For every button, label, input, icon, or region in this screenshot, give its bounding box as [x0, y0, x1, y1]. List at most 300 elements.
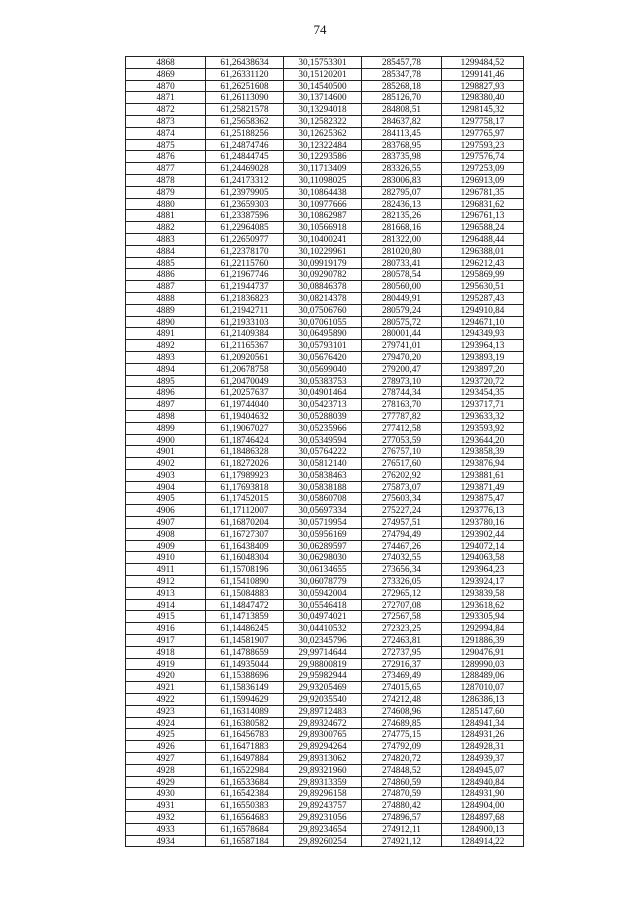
- table-row: [126, 340, 524, 352]
- point-number-cell: 4918: [126, 646, 206, 658]
- point-number-cell: 4931: [126, 800, 206, 812]
- table-row: [126, 493, 524, 505]
- y-coordinate-cell: 1284897,68: [442, 812, 524, 824]
- latitude-cell: 61,14713859: [206, 611, 284, 623]
- latitude-cell: 61,18272026: [206, 458, 284, 470]
- y-coordinate-cell: 1293893,19: [442, 351, 524, 363]
- longitude-cell: 30,10864438: [284, 186, 362, 198]
- longitude-cell: 29,98800819: [284, 658, 362, 670]
- point-number-cell: 4908: [126, 528, 206, 540]
- longitude-cell: 30,05764222: [284, 446, 362, 458]
- latitude-cell: 61,15388696: [206, 670, 284, 682]
- latitude-cell: 61,22115760: [206, 257, 284, 269]
- longitude-cell: 30,05838188: [284, 481, 362, 493]
- table-row: [126, 446, 524, 458]
- latitude-cell: 61,25821578: [206, 104, 284, 116]
- latitude-cell: 61,14581907: [206, 635, 284, 647]
- y-coordinate-cell: 1284941,34: [442, 717, 524, 729]
- y-coordinate-cell: 1293839,58: [442, 587, 524, 599]
- y-coordinate-cell: 1284904,00: [442, 800, 524, 812]
- latitude-cell: 61,16497884: [206, 753, 284, 765]
- longitude-cell: 30,09290782: [284, 269, 362, 281]
- y-coordinate-cell: 1296212,43: [442, 257, 524, 269]
- latitude-cell: 61,16870204: [206, 517, 284, 529]
- latitude-cell: 61,23387596: [206, 210, 284, 222]
- x-coordinate-cell: 274912,11: [362, 823, 442, 835]
- y-coordinate-cell: 1299484,52: [442, 57, 524, 69]
- latitude-cell: 61,15084883: [206, 587, 284, 599]
- longitude-cell: 30,04901464: [284, 387, 362, 399]
- y-coordinate-cell: 1293858,39: [442, 446, 524, 458]
- latitude-cell: 61,16522984: [206, 764, 284, 776]
- table-row: [126, 163, 524, 175]
- point-number-cell: 4910: [126, 552, 206, 564]
- y-coordinate-cell: 1296488,44: [442, 233, 524, 245]
- x-coordinate-cell: 283326,55: [362, 163, 442, 175]
- latitude-cell: 61,22964085: [206, 222, 284, 234]
- y-coordinate-cell: 1290476,91: [442, 646, 524, 658]
- longitude-cell: 29,89313062: [284, 753, 362, 765]
- point-number-cell: 4928: [126, 764, 206, 776]
- table-row: [126, 151, 524, 163]
- longitude-cell: 30,07506760: [284, 304, 362, 316]
- x-coordinate-cell: 281020,80: [362, 245, 442, 257]
- point-number-cell: 4894: [126, 363, 206, 375]
- y-coordinate-cell: 1284928,31: [442, 741, 524, 753]
- x-coordinate-cell: 279470,20: [362, 351, 442, 363]
- y-coordinate-cell: 1296388,01: [442, 245, 524, 257]
- y-coordinate-cell: 1294072,14: [442, 540, 524, 552]
- longitude-cell: 29,89243757: [284, 800, 362, 812]
- y-coordinate-cell: 1293924,17: [442, 576, 524, 588]
- point-number-cell: 4911: [126, 564, 206, 576]
- x-coordinate-cell: 272965,12: [362, 587, 442, 599]
- longitude-cell: 30,10566918: [284, 222, 362, 234]
- longitude-cell: 29,89300765: [284, 729, 362, 741]
- y-coordinate-cell: 1289990,03: [442, 658, 524, 670]
- x-coordinate-cell: 274608,96: [362, 705, 442, 717]
- latitude-cell: 61,18486328: [206, 446, 284, 458]
- latitude-cell: 61,15836149: [206, 682, 284, 694]
- table-row: [126, 741, 524, 753]
- table-row: [126, 434, 524, 446]
- point-number-cell: 4904: [126, 481, 206, 493]
- x-coordinate-cell: 276517,60: [362, 458, 442, 470]
- latitude-cell: 61,21967746: [206, 269, 284, 281]
- table-row: [126, 729, 524, 741]
- latitude-cell: 61,20470049: [206, 375, 284, 387]
- y-coordinate-cell: 1284931,90: [442, 788, 524, 800]
- point-number-cell: 4881: [126, 210, 206, 222]
- y-coordinate-cell: 1293618,62: [442, 599, 524, 611]
- latitude-cell: 61,24173312: [206, 174, 284, 186]
- table-row: [126, 410, 524, 422]
- point-number-cell: 4933: [126, 823, 206, 835]
- longitude-cell: 29,89260254: [284, 835, 362, 847]
- y-coordinate-cell: 1284940,84: [442, 776, 524, 788]
- point-number-cell: 4888: [126, 292, 206, 304]
- y-coordinate-cell: 1296781,35: [442, 186, 524, 198]
- x-coordinate-cell: 274015,65: [362, 682, 442, 694]
- y-coordinate-cell: 1286386,13: [442, 694, 524, 706]
- longitude-cell: 29,92035540: [284, 694, 362, 706]
- latitude-cell: 61,19404632: [206, 410, 284, 422]
- longitude-cell: 30,02345796: [284, 635, 362, 647]
- longitude-cell: 30,05942004: [284, 587, 362, 599]
- point-number-cell: 4879: [126, 186, 206, 198]
- table-row: [126, 257, 524, 269]
- table-row: [126, 788, 524, 800]
- point-number-cell: 4884: [126, 245, 206, 257]
- latitude-cell: 61,18746424: [206, 434, 284, 446]
- x-coordinate-cell: 274896,57: [362, 812, 442, 824]
- x-coordinate-cell: 278744,34: [362, 387, 442, 399]
- point-number-cell: 4923: [126, 705, 206, 717]
- x-coordinate-cell: 282436,13: [362, 198, 442, 210]
- point-number-cell: 4901: [126, 446, 206, 458]
- latitude-cell: 61,20257637: [206, 387, 284, 399]
- longitude-cell: 30,07061055: [284, 316, 362, 328]
- latitude-cell: 61,16587184: [206, 835, 284, 847]
- table-row: [126, 222, 524, 234]
- table-row: [126, 705, 524, 717]
- latitude-cell: 61,20678758: [206, 363, 284, 375]
- table-row: [126, 823, 524, 835]
- point-number-cell: 4932: [126, 812, 206, 824]
- latitude-cell: 61,16542384: [206, 788, 284, 800]
- longitude-cell: 30,15753301: [284, 57, 362, 69]
- table-row: [126, 505, 524, 517]
- longitude-cell: 30,08214378: [284, 292, 362, 304]
- longitude-cell: 30,05288039: [284, 410, 362, 422]
- y-coordinate-cell: 1293644,20: [442, 434, 524, 446]
- x-coordinate-cell: 274880,42: [362, 800, 442, 812]
- longitude-cell: 30,05235966: [284, 422, 362, 434]
- y-coordinate-cell: 1284945,07: [442, 764, 524, 776]
- point-number-cell: 4887: [126, 281, 206, 293]
- longitude-cell: 30,05423713: [284, 399, 362, 411]
- x-coordinate-cell: 274860,59: [362, 776, 442, 788]
- longitude-cell: 30,13294018: [284, 104, 362, 116]
- point-number-cell: 4919: [126, 658, 206, 670]
- x-coordinate-cell: 274870,59: [362, 788, 442, 800]
- table-row: [126, 210, 524, 222]
- point-number-cell: 4873: [126, 115, 206, 127]
- x-coordinate-cell: 277053,59: [362, 434, 442, 446]
- latitude-cell: 61,16048304: [206, 552, 284, 564]
- latitude-cell: 61,16314089: [206, 705, 284, 717]
- y-coordinate-cell: 1293305,94: [442, 611, 524, 623]
- y-coordinate-cell: 1298380,40: [442, 92, 524, 104]
- table-row: [126, 564, 524, 576]
- x-coordinate-cell: 275227,24: [362, 505, 442, 517]
- table-row: [126, 363, 524, 375]
- table-row: [126, 764, 524, 776]
- point-number-cell: 4891: [126, 328, 206, 340]
- x-coordinate-cell: 282135,26: [362, 210, 442, 222]
- y-coordinate-cell: 1285147,60: [442, 705, 524, 717]
- latitude-cell: 61,17452015: [206, 493, 284, 505]
- longitude-cell: 30,04410532: [284, 623, 362, 635]
- longitude-cell: 30,06134655: [284, 564, 362, 576]
- point-number-cell: 4875: [126, 139, 206, 151]
- longitude-cell: 30,12322484: [284, 139, 362, 151]
- y-coordinate-cell: 1297593,23: [442, 139, 524, 151]
- longitude-cell: 30,14540500: [284, 80, 362, 92]
- latitude-cell: 61,21944737: [206, 281, 284, 293]
- point-number-cell: 4893: [126, 351, 206, 363]
- y-coordinate-cell: 1293875,47: [442, 493, 524, 505]
- point-number-cell: 4917: [126, 635, 206, 647]
- table-row: [126, 399, 524, 411]
- table-row: [126, 540, 524, 552]
- x-coordinate-cell: 280579,24: [362, 304, 442, 316]
- latitude-cell: 61,14486245: [206, 623, 284, 635]
- y-coordinate-cell: 1287010,07: [442, 682, 524, 694]
- table-row: [126, 587, 524, 599]
- latitude-cell: 61,16471883: [206, 741, 284, 753]
- x-coordinate-cell: 284808,51: [362, 104, 442, 116]
- x-coordinate-cell: 280578,54: [362, 269, 442, 281]
- longitude-cell: 30,08846378: [284, 281, 362, 293]
- longitude-cell: 30,05838463: [284, 469, 362, 481]
- point-number-cell: 4930: [126, 788, 206, 800]
- longitude-cell: 30,05676420: [284, 351, 362, 363]
- latitude-cell: 61,17693818: [206, 481, 284, 493]
- y-coordinate-cell: 1295630,51: [442, 281, 524, 293]
- y-coordinate-cell: 1298827,93: [442, 80, 524, 92]
- latitude-cell: 61,26251608: [206, 80, 284, 92]
- longitude-cell: 29,93205469: [284, 682, 362, 694]
- y-coordinate-cell: 1297765,97: [442, 127, 524, 139]
- table-row: [126, 57, 524, 69]
- latitude-cell: 61,17112007: [206, 505, 284, 517]
- latitude-cell: 61,16727307: [206, 528, 284, 540]
- table-row: [126, 469, 524, 481]
- latitude-cell: 61,16550383: [206, 800, 284, 812]
- table-row: [126, 115, 524, 127]
- y-coordinate-cell: 1293717,71: [442, 399, 524, 411]
- latitude-cell: 61,25188256: [206, 127, 284, 139]
- point-number-cell: 4915: [126, 611, 206, 623]
- longitude-cell: 30,10862987: [284, 210, 362, 222]
- point-number-cell: 4889: [126, 304, 206, 316]
- y-coordinate-cell: 1297758,17: [442, 115, 524, 127]
- longitude-cell: 30,05349594: [284, 434, 362, 446]
- x-coordinate-cell: 279200,47: [362, 363, 442, 375]
- table-row: [126, 104, 524, 116]
- longitude-cell: 30,15120201: [284, 68, 362, 80]
- x-coordinate-cell: 276757,10: [362, 446, 442, 458]
- table-row: [126, 682, 524, 694]
- point-number-cell: 4896: [126, 387, 206, 399]
- y-coordinate-cell: 1288489,06: [442, 670, 524, 682]
- table-row: [126, 776, 524, 788]
- point-number-cell: 4886: [126, 269, 206, 281]
- latitude-cell: 61,16456783: [206, 729, 284, 741]
- point-number-cell: 4902: [126, 458, 206, 470]
- longitude-cell: 30,10400241: [284, 233, 362, 245]
- point-number-cell: 4925: [126, 729, 206, 741]
- point-number-cell: 4885: [126, 257, 206, 269]
- y-coordinate-cell: 1295869,99: [442, 269, 524, 281]
- table-row: [126, 599, 524, 611]
- table-row: [126, 92, 524, 104]
- x-coordinate-cell: 285347,78: [362, 68, 442, 80]
- x-coordinate-cell: 283006,83: [362, 174, 442, 186]
- x-coordinate-cell: 283768,95: [362, 139, 442, 151]
- latitude-cell: 61,25658362: [206, 115, 284, 127]
- point-number-cell: 4909: [126, 540, 206, 552]
- point-number-cell: 4903: [126, 469, 206, 481]
- x-coordinate-cell: 278973,10: [362, 375, 442, 387]
- longitude-cell: 29,89321960: [284, 764, 362, 776]
- longitude-cell: 29,89294264: [284, 741, 362, 753]
- longitude-cell: 30,12293586: [284, 151, 362, 163]
- table-row: [126, 717, 524, 729]
- longitude-cell: 29,99714644: [284, 646, 362, 658]
- table-row: [126, 422, 524, 434]
- table-row: [126, 800, 524, 812]
- latitude-cell: 61,19067027: [206, 422, 284, 434]
- latitude-cell: 61,14788659: [206, 646, 284, 658]
- point-number-cell: 4883: [126, 233, 206, 245]
- longitude-cell: 30,10229961: [284, 245, 362, 257]
- y-coordinate-cell: 1284931,26: [442, 729, 524, 741]
- x-coordinate-cell: 285457,78: [362, 57, 442, 69]
- coordinates-table: [125, 56, 524, 847]
- y-coordinate-cell: 1293720,72: [442, 375, 524, 387]
- point-number-cell: 4907: [126, 517, 206, 529]
- longitude-cell: 30,06495890: [284, 328, 362, 340]
- y-coordinate-cell: 1294910,84: [442, 304, 524, 316]
- point-number-cell: 4876: [126, 151, 206, 163]
- point-number-cell: 4899: [126, 422, 206, 434]
- y-coordinate-cell: 1284939,37: [442, 753, 524, 765]
- x-coordinate-cell: 272323,25: [362, 623, 442, 635]
- x-coordinate-cell: 280733,41: [362, 257, 442, 269]
- table-row: [126, 812, 524, 824]
- x-coordinate-cell: 276202,92: [362, 469, 442, 481]
- longitude-cell: 30,06078779: [284, 576, 362, 588]
- y-coordinate-cell: 1293964,13: [442, 340, 524, 352]
- longitude-cell: 30,13714600: [284, 92, 362, 104]
- longitude-cell: 30,05546418: [284, 599, 362, 611]
- y-coordinate-cell: 1293881,61: [442, 469, 524, 481]
- table-row: [126, 835, 524, 847]
- point-number-cell: 4906: [126, 505, 206, 517]
- x-coordinate-cell: 272567,58: [362, 611, 442, 623]
- x-coordinate-cell: 274775,15: [362, 729, 442, 741]
- y-coordinate-cell: 1296588,24: [442, 222, 524, 234]
- table-row: [126, 481, 524, 493]
- x-coordinate-cell: 274032,55: [362, 552, 442, 564]
- y-coordinate-cell: 1291886,39: [442, 635, 524, 647]
- latitude-cell: 61,22650977: [206, 233, 284, 245]
- latitude-cell: 61,15708196: [206, 564, 284, 576]
- table-row: [126, 646, 524, 658]
- y-coordinate-cell: 1297576,74: [442, 151, 524, 163]
- x-coordinate-cell: 278163,70: [362, 399, 442, 411]
- x-coordinate-cell: 274957,51: [362, 517, 442, 529]
- point-number-cell: 4892: [126, 340, 206, 352]
- x-coordinate-cell: 273326,05: [362, 576, 442, 588]
- table-row: [126, 198, 524, 210]
- point-number-cell: 4895: [126, 375, 206, 387]
- y-coordinate-cell: 1294349,93: [442, 328, 524, 340]
- y-coordinate-cell: 1296913,09: [442, 174, 524, 186]
- longitude-cell: 30,11098025: [284, 174, 362, 186]
- longitude-cell: 30,05812140: [284, 458, 362, 470]
- y-coordinate-cell: 1293780,16: [442, 517, 524, 529]
- latitude-cell: 61,20920561: [206, 351, 284, 363]
- table-row: [126, 269, 524, 281]
- longitude-cell: 30,05793101: [284, 340, 362, 352]
- y-coordinate-cell: 1295287,43: [442, 292, 524, 304]
- x-coordinate-cell: 282795,07: [362, 186, 442, 198]
- latitude-cell: 61,15410890: [206, 576, 284, 588]
- table-row: [126, 635, 524, 647]
- longitude-cell: 30,05956169: [284, 528, 362, 540]
- point-number-cell: 4870: [126, 80, 206, 92]
- latitude-cell: 61,24469028: [206, 163, 284, 175]
- table-row: [126, 528, 524, 540]
- x-coordinate-cell: 280449,91: [362, 292, 442, 304]
- longitude-cell: 30,05860708: [284, 493, 362, 505]
- point-number-cell: 4922: [126, 694, 206, 706]
- table-row: [126, 552, 524, 564]
- table-row: [126, 351, 524, 363]
- table-row: [126, 186, 524, 198]
- table-row: [126, 292, 524, 304]
- longitude-cell: 29,89231056: [284, 812, 362, 824]
- point-number-cell: 4905: [126, 493, 206, 505]
- x-coordinate-cell: 272707,08: [362, 599, 442, 611]
- point-number-cell: 4900: [126, 434, 206, 446]
- point-number-cell: 4914: [126, 599, 206, 611]
- point-number-cell: 4868: [126, 57, 206, 69]
- latitude-cell: 61,21942711: [206, 304, 284, 316]
- x-coordinate-cell: 274467,26: [362, 540, 442, 552]
- point-number-cell: 4920: [126, 670, 206, 682]
- table-row: [126, 753, 524, 765]
- x-coordinate-cell: 273469,49: [362, 670, 442, 682]
- longitude-cell: 30,09919179: [284, 257, 362, 269]
- y-coordinate-cell: 1299141,46: [442, 68, 524, 80]
- x-coordinate-cell: 272463,81: [362, 635, 442, 647]
- y-coordinate-cell: 1294063,58: [442, 552, 524, 564]
- y-coordinate-cell: 1293454,35: [442, 387, 524, 399]
- x-coordinate-cell: 274212,48: [362, 694, 442, 706]
- x-coordinate-cell: 285268,18: [362, 80, 442, 92]
- table-row: [126, 517, 524, 529]
- x-coordinate-cell: 274792,09: [362, 741, 442, 753]
- x-coordinate-cell: 277412,58: [362, 422, 442, 434]
- latitude-cell: 61,26113090: [206, 92, 284, 104]
- table-row: [126, 458, 524, 470]
- latitude-cell: 61,26438634: [206, 57, 284, 69]
- table-row: [126, 316, 524, 328]
- latitude-cell: 61,21409384: [206, 328, 284, 340]
- table-row: [126, 658, 524, 670]
- table-row: [126, 576, 524, 588]
- latitude-cell: 61,16578684: [206, 823, 284, 835]
- y-coordinate-cell: 1293871,49: [442, 481, 524, 493]
- point-number-cell: 4897: [126, 399, 206, 411]
- table-row: [126, 281, 524, 293]
- x-coordinate-cell: 277787,82: [362, 410, 442, 422]
- point-number-cell: 4916: [126, 623, 206, 635]
